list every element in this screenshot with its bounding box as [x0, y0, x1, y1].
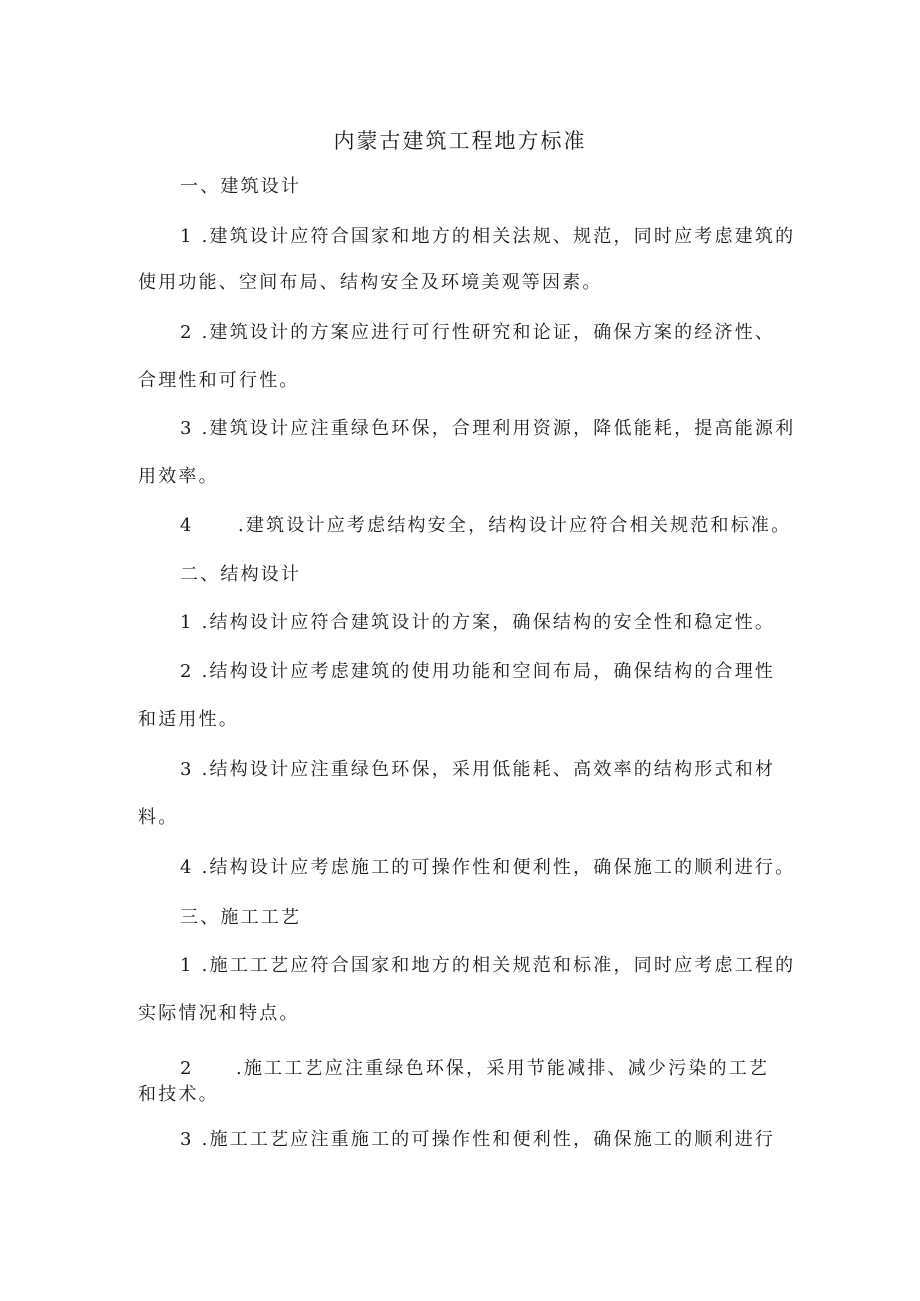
item-number: 1: [180, 226, 194, 247]
item-continuation: 实际情况和特点。: [138, 1003, 300, 1024]
list-item: [180, 853, 795, 879]
list-item: [180, 608, 775, 634]
item-continuation: 用效率。: [138, 466, 219, 487]
section-heading: 三、施工工艺: [180, 907, 302, 928]
document-title: 内蒙古建筑工程地方标准: [333, 129, 587, 153]
section-heading: 二、结构设计: [180, 564, 302, 585]
item-number: 1: [180, 955, 194, 976]
list-item: [180, 1054, 769, 1080]
item-continuation: 料。: [138, 807, 179, 828]
item-number: 2: [180, 322, 194, 343]
item-continuation: 和适用性。: [138, 709, 239, 730]
item-text: .结构设计应注重绿色环保，采用低能耗、高效率的结构形式和材: [201, 759, 776, 780]
list-item: [180, 657, 775, 683]
item-continuation: 合理性和可行性。: [138, 370, 300, 391]
item-number: 2: [180, 661, 194, 682]
item-number: 4: [180, 857, 194, 878]
item-number: 2: [180, 1058, 194, 1079]
list-item: [180, 318, 775, 344]
item-number: 3: [180, 1129, 194, 1150]
list-item: [180, 755, 775, 781]
list-item: [180, 1125, 775, 1151]
item-continuation: 和技术。: [138, 1084, 219, 1105]
item-text: .建筑设计应考虑结构安全，结构设计应符合相关规范和标准。: [238, 515, 792, 536]
item-text: .结构设计应考虑施工的可操作性和便利性，确保施工的顺利进行。: [201, 857, 796, 878]
item-number: 3: [180, 759, 194, 780]
item-text: .建筑设计应符合国家和地方的相关法规、规范，同时应考虑建筑的: [201, 226, 796, 247]
item-continuation: 使用功能、空间布局、结构安全及环境美观等因素。: [138, 272, 603, 293]
item-number: 4: [180, 515, 194, 536]
item-text: .施工工艺应注重施工的可操作性和便利性，确保施工的顺利进行: [201, 1129, 776, 1150]
item-number: 3: [180, 418, 194, 439]
list-item: [180, 414, 795, 440]
list-item: [180, 511, 791, 537]
item-text: .建筑设计的方案应进行可行性研究和论证，确保方案的经济性、: [201, 322, 776, 343]
item-text: .施工工艺应符合国家和地方的相关规范和标准，同时应考虑工程的: [201, 955, 796, 976]
section-heading: 一、建筑设计: [180, 176, 302, 197]
item-number: 1: [180, 612, 194, 633]
item-text: .结构设计应符合建筑设计的方案，确保结构的安全性和稳定性。: [201, 612, 776, 633]
list-item: [180, 222, 795, 248]
item-text: .施工工艺应注重绿色环保，采用节能减排、减少污染的工艺: [236, 1058, 770, 1079]
item-text: .结构设计应考虑建筑的使用功能和空间布局，确保结构的合理性: [201, 661, 776, 682]
list-item: [180, 951, 795, 977]
item-text: .建筑设计应注重绿色环保，合理利用资源，降低能耗，提高能源利: [201, 418, 796, 439]
